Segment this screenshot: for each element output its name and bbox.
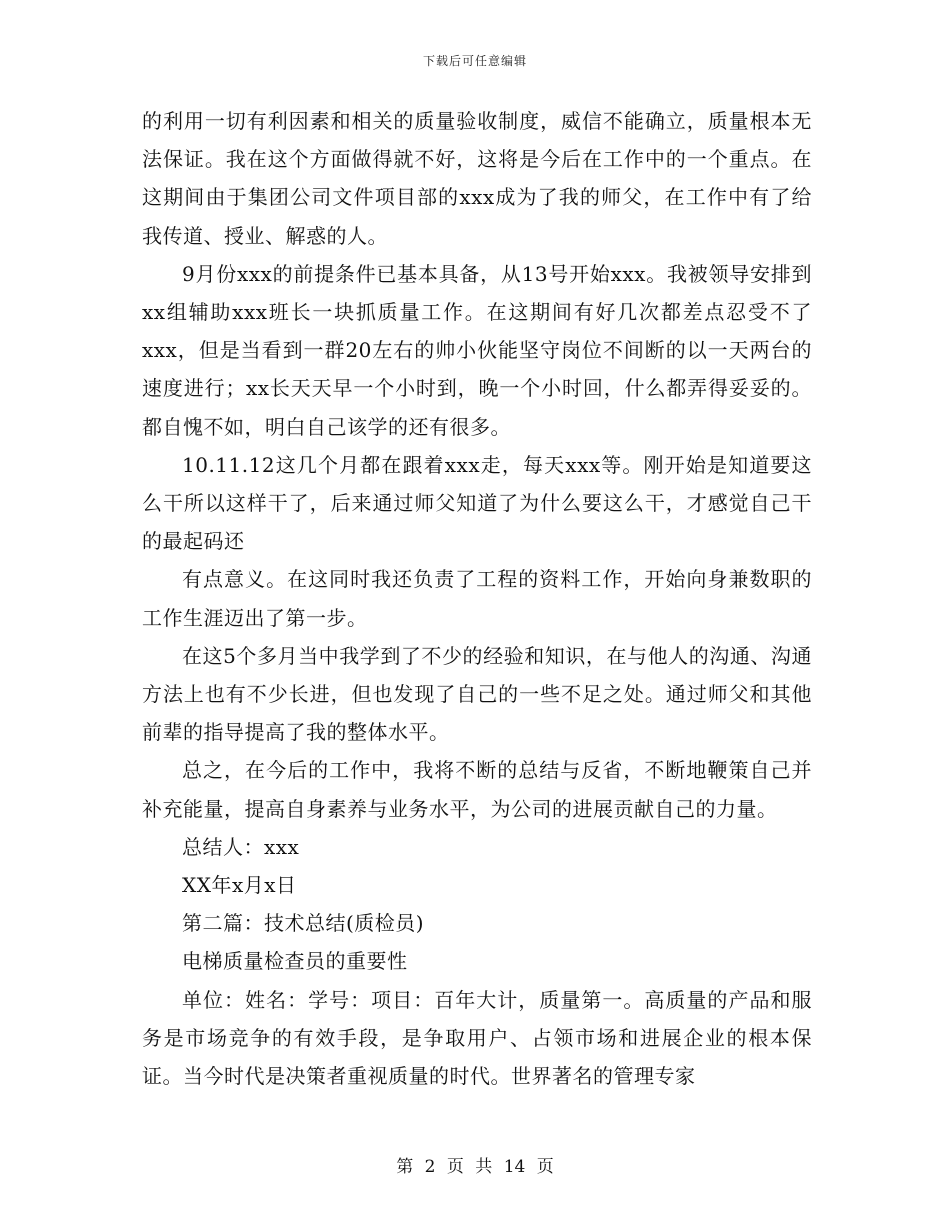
page-number: 第 2 页 共 14 页 — [396, 1157, 554, 1177]
paragraph-5: 在这5个多月当中我学到了不少的经验和知识，在与他人的沟通、沟通方法上也有不少长进，但也发现了自己的一些不足之处。通过师父和其他前辈的指导提高了我的整体水平。 — [142, 643, 812, 745]
paragraph-2: 9月份xxx的前提条件已基本具备，从13号开始xxx。我被领导安排到xx组辅助xxx班长一块抓质量工作。在这期间有好几次都差点忍受不了xxx，但是当看到一群20左右的帅小伙能坚守岗位不间断的以一天两台的速度进行；xx长天天早一个小时到，晚一个小时回，什么都弄得妥妥的。都自愧不如，明白自己该学的还有很多。 — [142, 261, 812, 439]
section-subtitle: 电梯质量检查员的重要性 — [182, 949, 408, 974]
date-line: XX年x月x日 — [182, 873, 297, 898]
page-header: 下载后可任意编辑 — [422, 54, 527, 68]
paragraph-7: 单位：姓名：学号：项目：百年大计，质量第一。高质量的产品和服务是市场竞争的有效手段，是争取用户、占领市场和进展企业的根本保证。当今时代是决策者重视质量的时代。世界著名的管理专家 — [142, 987, 812, 1089]
author-line: 总结人：xxx — [182, 834, 300, 859]
paragraph-3: 10.11.12这几个月都在跟着xxx走，每天xxx等。刚开始是知道要这么干所以这样干了，后来通过师父知道了为什么要这么干，才感觉自己干的最起码还 — [142, 452, 812, 554]
paragraph-1: 的利用一切有利因素和相关的质量验收制度，威信不能确立，质量根本无法保证。我在这个方面做得就不好，这将是今后在工作中的一个重点。在这期间由于集团公司文件项目部的xxx成为了我的师父，在工作中有了给我传道、授业、解惑的人。 — [142, 109, 812, 248]
document-body — [142, 102, 812, 1095]
paragraph-6: 总之，在今后的工作中，我将不断的总结与反省，不断地鞭策自己并补充能量，提高自身素养与业务水平，为公司的进展贡献自己的力量。 — [142, 758, 812, 821]
paragraph-4: 有点意义。在这同时我还负责了工程的资料工作，开始向身兼数职的工作生涯迈出了第一步。 — [142, 567, 812, 630]
section-title: 第二篇：技术总结(质检员) — [182, 911, 425, 936]
